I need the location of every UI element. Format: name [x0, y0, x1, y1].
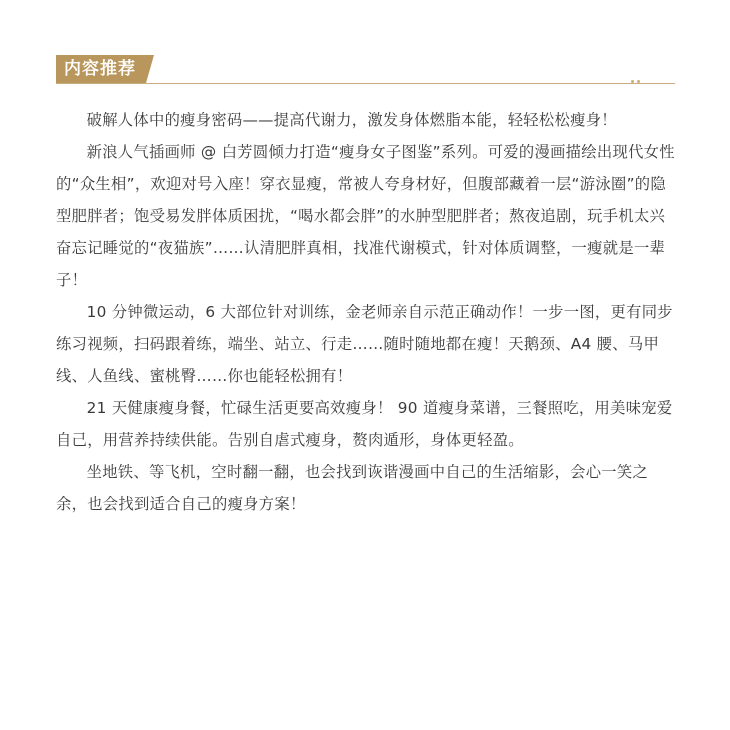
paragraph-exercise: 10 分钟微运动，6 大部位针对训练，金老师亲自示范正确动作！一步一图，更有同步练习视频，扫码跟着练，端坐、站立、行走……随时随地都在瘦！天鹅颈、A4 腰、马甲线、人鱼线、蜜桃臀……你也能轻松拥有！ — [56, 303, 673, 385]
ornament-dots-icon — [631, 77, 645, 83]
header-divider — [56, 83, 675, 84]
paragraph-closing: 坐地铁、等飞机，空时翻一翻，也会找到诙谐漫画中自己的生活缩影，会心一笑之余，也会找到适合自己的瘦身方案！ — [56, 463, 649, 513]
section-title: 内容推荐 — [56, 55, 146, 83]
paragraph-meals: 21 天健康瘦身餐，忙碌生活更要高效瘦身！ 90 道瘦身菜谱，三餐照吃，用美味宠爱自己，用营养持续供能。告别自虐式瘦身，赘肉遁形，身体更轻盈。 — [56, 399, 673, 449]
paragraph-illustrator: 新浪人气插画师 @ 白芳圆倾力打造“瘦身女子图鉴”系列。可爱的漫画描绘出现代女性的“众生相”，欢迎对号入座！穿衣显瘦，常被人夸身材好，但腹部藏着一层“游泳圈”的隐型肥胖者；饱受易发胖体质困扰，“喝水都会胖”的水肿型肥胖者；熬夜追剧，玩手机太兴奋忘记睡觉的“夜猫族”……认清肥胖真相，找准代谢模式，针对体质调整，一瘦就是一辈子！ — [56, 143, 675, 289]
content-body — [56, 104, 675, 520]
section-header — [56, 55, 675, 85]
paragraph-intro: 破解人体中的瘦身密码——提高代谢力，激发身体燃脂本能，轻轻松松瘦身！ — [86, 111, 617, 129]
